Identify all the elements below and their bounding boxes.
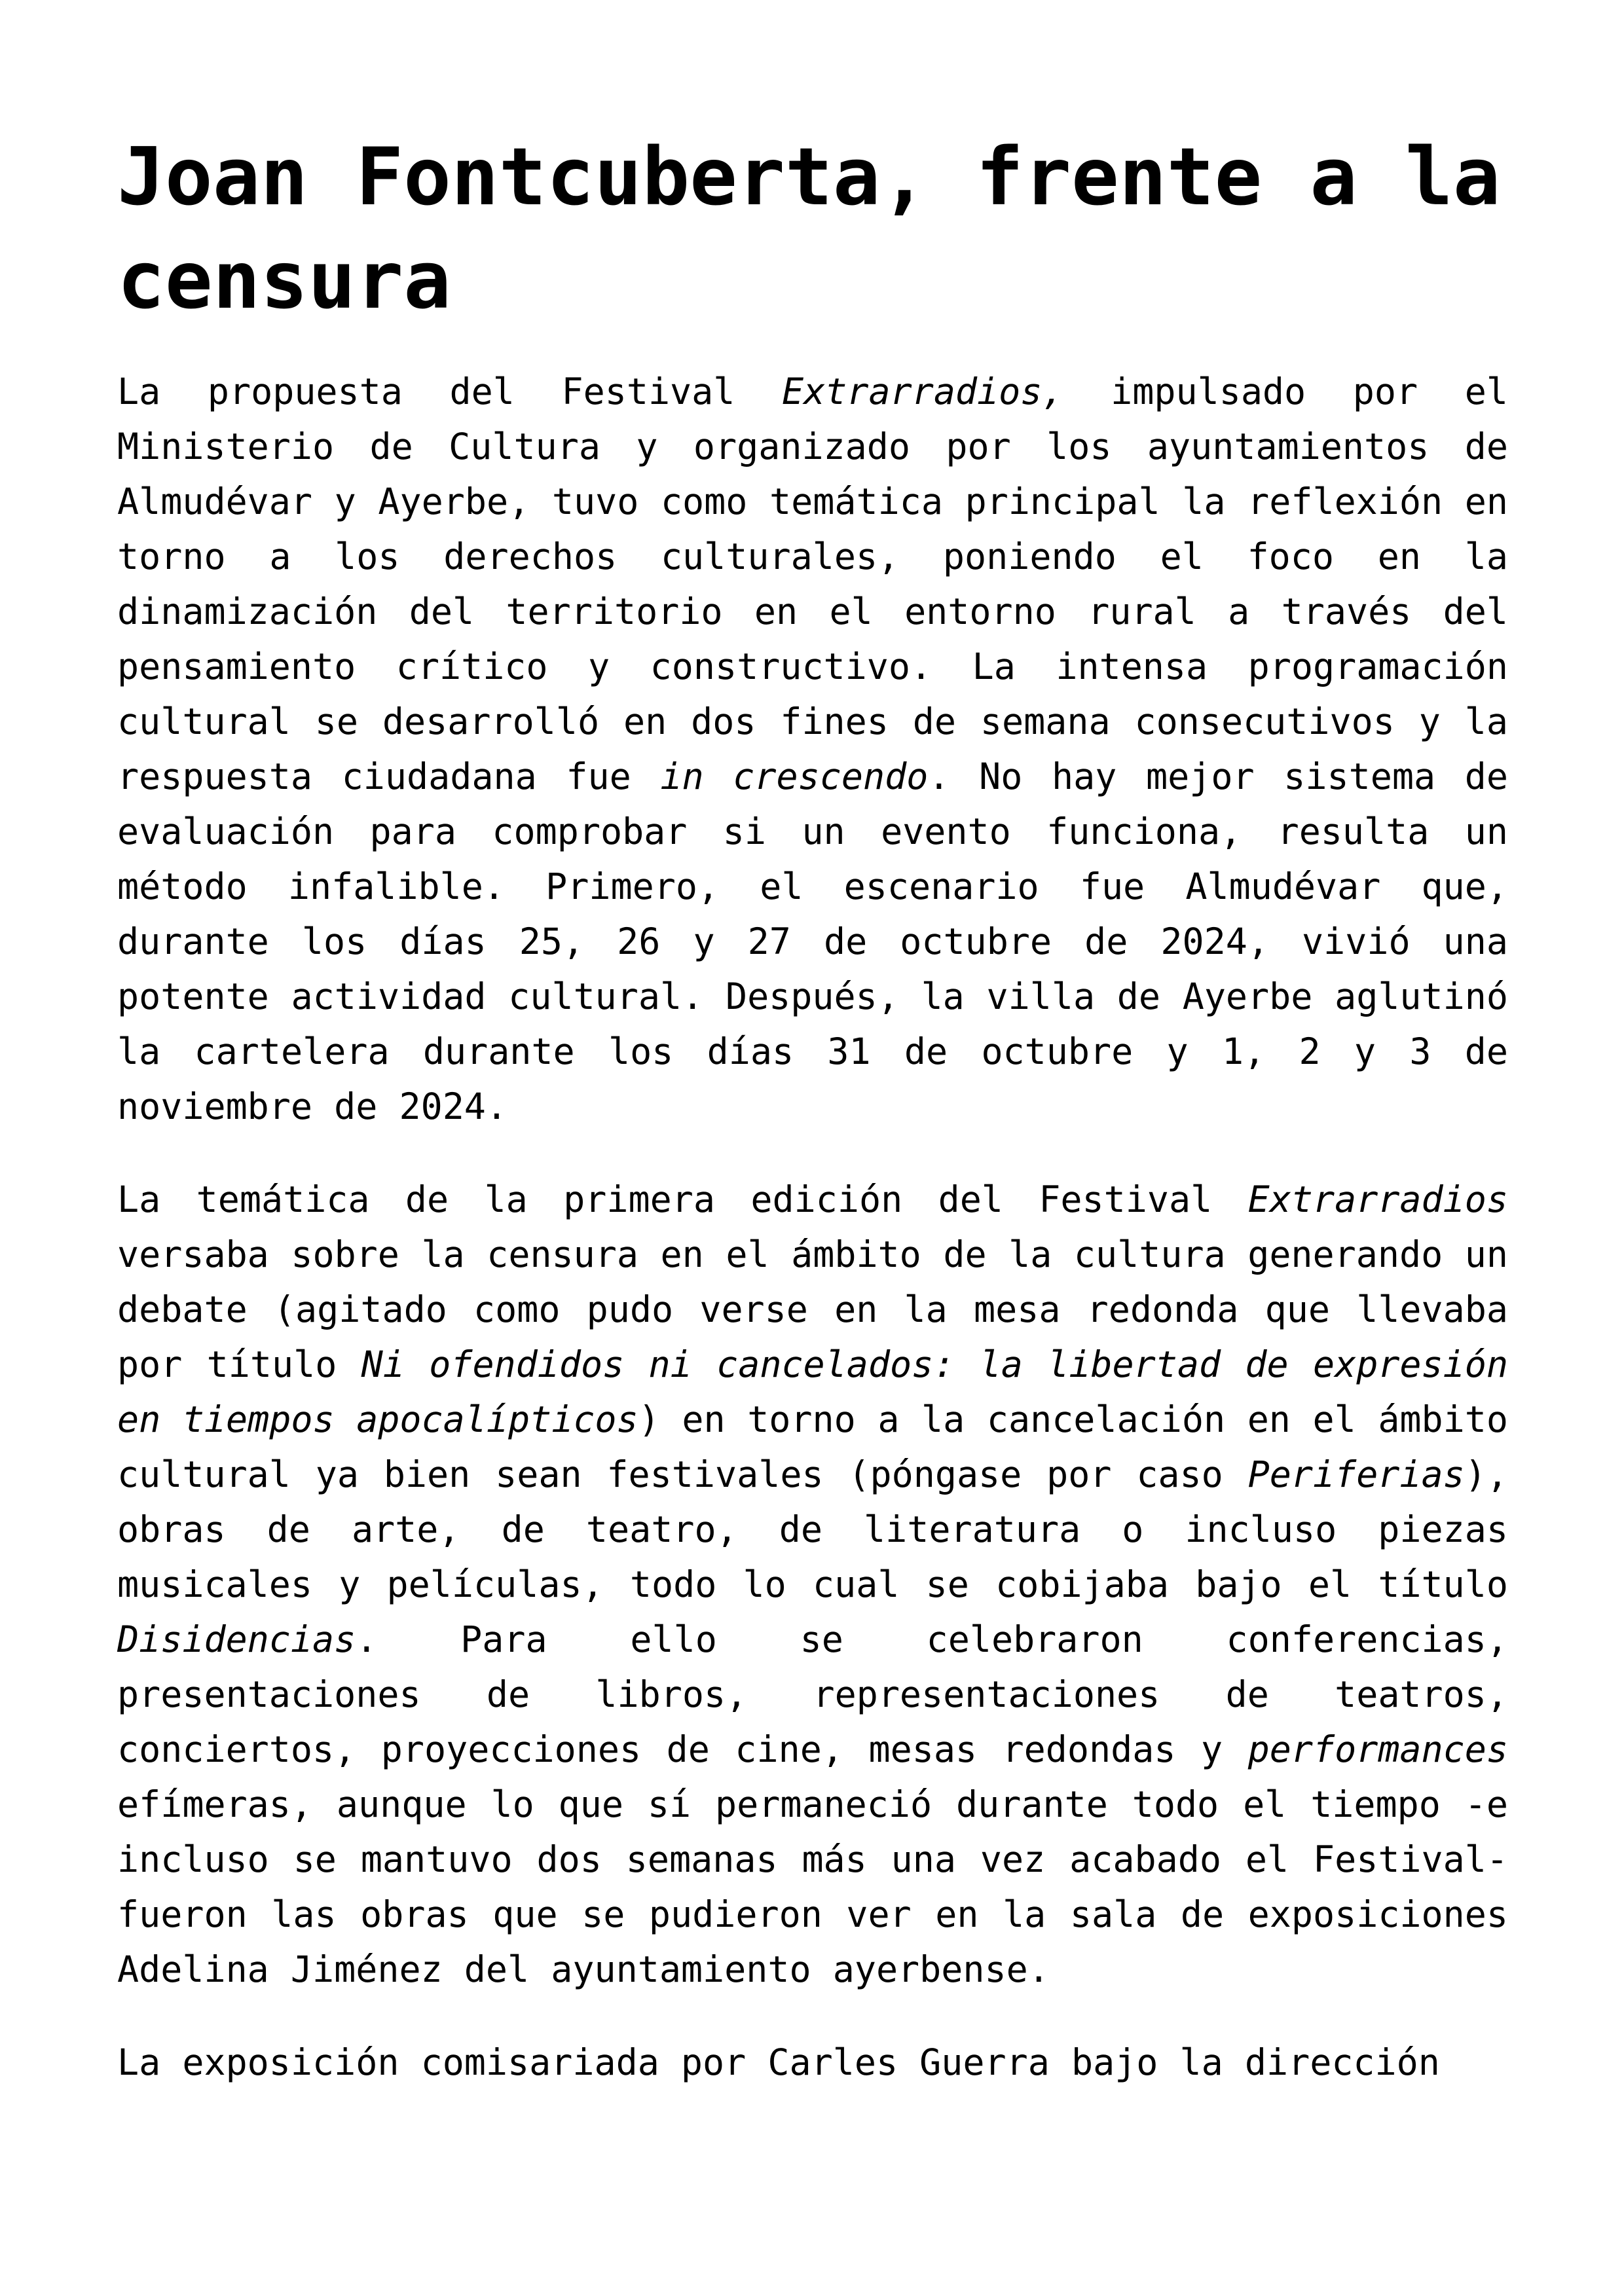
text-run: La propuesta del Festival [117, 371, 783, 412]
text-run: versaba sobre la censura en el ámbito de la cultura generando un debate (agitado como pudo verse en la mesa redonda que llevaba por título [117, 1233, 1508, 1385]
paragraph-1 [117, 364, 1508, 1134]
italic-run-festival-name: Extrarradios, [782, 371, 1064, 412]
text-run: . Para ello se celebraron conferencias, presentaciones de libros, representaciones de teatros, conciertos, proyecciones de cine, mesas redondas y [117, 1618, 1508, 1770]
italic-run-round-table-title: Ni ofendidos ni cancelados: la libertad de expresión en tiempos apocalípticos [117, 1343, 1508, 1440]
italic-run-performances: performances [1247, 1728, 1508, 1770]
italic-run-in-crescendo: in crescendo [660, 756, 929, 797]
article-title: Joan Fontcuberta, frente a la censura [117, 131, 1501, 327]
document-page [117, 0, 1508, 2128]
italic-run-festival-name: Extrarradios [1247, 1178, 1508, 1220]
text-run: efímeras, aunque lo que sí permaneció durante todo el tiempo -e incluso se mantuvo dos semanas más una vez acabado el Festival- fueron las obras que se pudieron ver en la sala de exposiciones Adelina Jiménez del ayuntamiento ayerbense. [117, 1783, 1508, 1990]
text-run: La exposición comisariada por Carles Guerra bajo la dirección [117, 2041, 1440, 2083]
italic-run-periferias: Periferias [1247, 1453, 1465, 1495]
text-run: impulsado por el Ministerio de Cultura y organizado por los ayuntamientos de Almudévar y Ayerbe, tuvo como temática principal la reflexión en torno a los derechos culturales, poniendo el foco en la dinamización del territorio en el entorno rural a través del pensamiento crítico y constructivo. La intensa programación cultural se desarrolló en dos fines de semana consecutivos y la respuesta ciudadana fue [117, 371, 1508, 797]
article-body [117, 364, 1508, 2090]
text-run: ), obras de arte, de teatro, de literatura o incluso piezas musicales y películas, todo lo cual se cobijaba bajo el título [117, 1453, 1508, 1605]
text-run: ) en torno a la cancelación en el ámbito cultural ya bien sean festivales (póngase por caso [117, 1398, 1508, 1495]
text-run: . No hay mejor sistema de evaluación para comprobar si un evento funciona, resulta un método infalible. Primero, el escenario fue Almudévar que, durante los días 25, 26 y 27 de octubre de 2024, vivió una potente actividad cultural. Después, la villa de Ayerbe aglutinó la cartelera durante los días 31 de octubre y 1, 2 y 3 de noviembre de 2024. [117, 756, 1508, 1127]
italic-run-disidencias: Disidencias [117, 1618, 356, 1660]
paragraph-3 [117, 2035, 1508, 2090]
paragraph-2 [117, 1172, 1508, 1997]
text-run: La temática de la primera edición del Festival [117, 1178, 1248, 1220]
